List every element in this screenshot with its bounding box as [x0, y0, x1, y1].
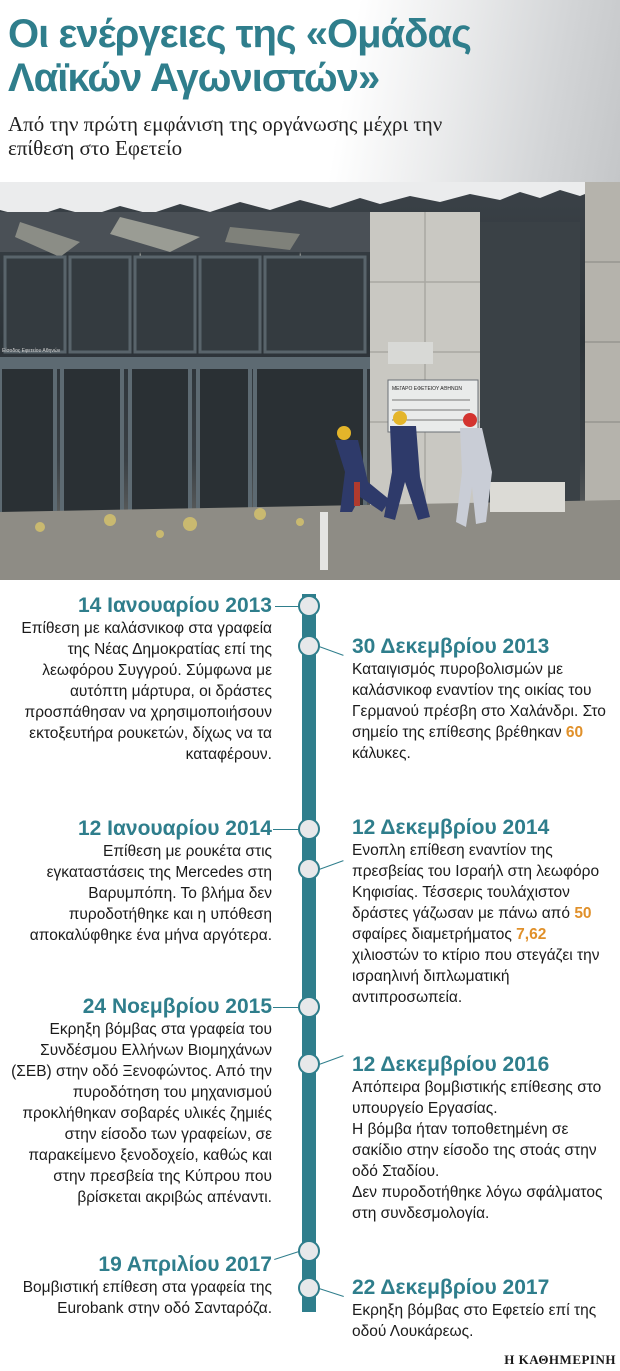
page-subtitle: Από την πρώτη εμφάνιση της οργάνωσης μέχρι την επίθεση στο Εφετείο [8, 112, 443, 160]
event-description: Επίθεση με ρουκέτα στις εγκαταστάσεις της Mercedes στη Βαρυμπόπη. Το βλήμα δεν πυροδοτήθηκε και η υπόθεση αποκαλύφθηκε ένα μήνα αργότερα. [29, 843, 272, 944]
timeline-event [10, 1253, 272, 1319]
timeline-event [10, 995, 272, 1208]
door-text: Είσοδος Εφετείου Αθηνών [2, 348, 61, 354]
event-description: Εκρηξη βόμβας στα γραφεία του Συνδέσμου Ελλήνων Βιομηχάνων (ΣΕΒ) στην οδό Ξενοφώντος. Από την πυροδότηση του μηχανισμού προκλήθηκαν σοβαρές υλικές ζημιές στην είσοδο των γραφείων, σε παρακείμενο ξενοδοχείο, καθώς και στην πρεσβεία της Κύπρου που βρίσκεται ακριβώς απέναντι. [11, 1021, 272, 1206]
timeline-node [298, 1277, 320, 1299]
timeline-node [298, 635, 320, 657]
timeline-connector [319, 1055, 344, 1065]
event-date: 19 Απριλίου 2017 [98, 1253, 272, 1276]
timeline-event [10, 594, 272, 765]
event-date: 12 Δεκεμβρίου 2016 [352, 1053, 550, 1076]
timeline-event [352, 1276, 614, 1342]
timeline-connector [273, 829, 299, 830]
event-date: 12 Δεκεμβρίου 2014 [352, 816, 550, 839]
timeline-event [10, 817, 272, 946]
timeline-event [352, 816, 614, 1008]
publisher-credit: Η ΚΑΘΗΜΕΡΙΝΗ [504, 1352, 616, 1367]
timeline-connector [319, 860, 344, 870]
timeline-connector [273, 1007, 299, 1008]
event-description: Βομβιστική επίθεση στα γραφεία της Eurobank στην οδό Σανταρόζα. [22, 1279, 272, 1317]
event-date: 12 Ιανουαρίου 2014 [77, 817, 272, 840]
event-description: Επίθεση με καλάσνικοφ στα γραφεία της Νέας Δημοκρατίας επί της λεωφόρου Συγγρού. Σύμφωνα με αυτόπτη μάρτυρα, οι δράστες προσπάθησαν να χρησιμοποιήσουν εκτοξευτήρα ρουκετών, δίχως να τα καταφέρουν. [21, 620, 272, 763]
event-description: Απόπειρα βομβιστικής επίθεσης στο υπουργείο Εργασίας. Η βόμβα ήταν τοποθετημένη σε σακίδιο στην είσοδο της στοάς στην οδό Σταδίου. Δεν πυροδοτήθηκε λόγω σφάλματος στη συνδεσμολογία. [352, 1079, 603, 1222]
event-date: 22 Δεκεμβρίου 2017 [352, 1276, 550, 1299]
timeline [0, 580, 620, 1360]
timeline-node [298, 818, 320, 840]
page-title: Οι ενέργειες της «Ομάδας Λαϊκών Αγωνιστών» [8, 12, 471, 100]
courthouse-photo [0, 182, 620, 580]
timeline-node [298, 1240, 320, 1262]
event-description: Ενοπλη επίθεση εναντίον της πρεσβείας του Ισραήλ στη λεωφόρο Κηφισίας. Τέσσερις τουλάχιστον δράστες γάζωσαν με πάνω από 50 σφαίρες διαμετρήματος 7,62 χιλιοστών το κτίριο που στεγάζει την ισραηλινή διπλωματική αντιπροσωπεία. [352, 842, 600, 1006]
timeline-connector [319, 646, 344, 656]
timeline-connector [275, 606, 299, 607]
event-date: 30 Δεκεμβρίου 2013 [352, 635, 550, 658]
header [0, 0, 620, 190]
timeline-event [352, 1053, 614, 1224]
courthouse-photo-illustration [0, 182, 620, 580]
event-date: 14 Ιανουαρίου 2013 [77, 594, 272, 617]
sign-text: ΜΕΓΑΡΟ ΕΦΕΤΕΙΟΥ ΑΘΗΝΩΝ [392, 386, 462, 392]
event-description: Εκρηξη βόμβας στο Εφετείο επί της οδού Λουκάρεως. [352, 1302, 597, 1340]
timeline-node [298, 858, 320, 880]
timeline-node [298, 996, 320, 1018]
event-date: 24 Νοεμβρίου 2015 [82, 995, 272, 1018]
timeline-event [352, 635, 614, 764]
timeline-node [298, 595, 320, 617]
timeline-spine [302, 594, 316, 1312]
event-description: Καταιγισμός πυροβολισμών με καλάσνικοφ εναντίον της οικίας του Γερμανού πρέσβη στο Χαλάνδρι. Στο σημείο της επίθεσης βρέθηκαν 60 κάλυκες. [352, 661, 606, 762]
timeline-connector [319, 1288, 344, 1297]
timeline-connector [274, 1251, 299, 1260]
timeline-node [298, 1053, 320, 1075]
